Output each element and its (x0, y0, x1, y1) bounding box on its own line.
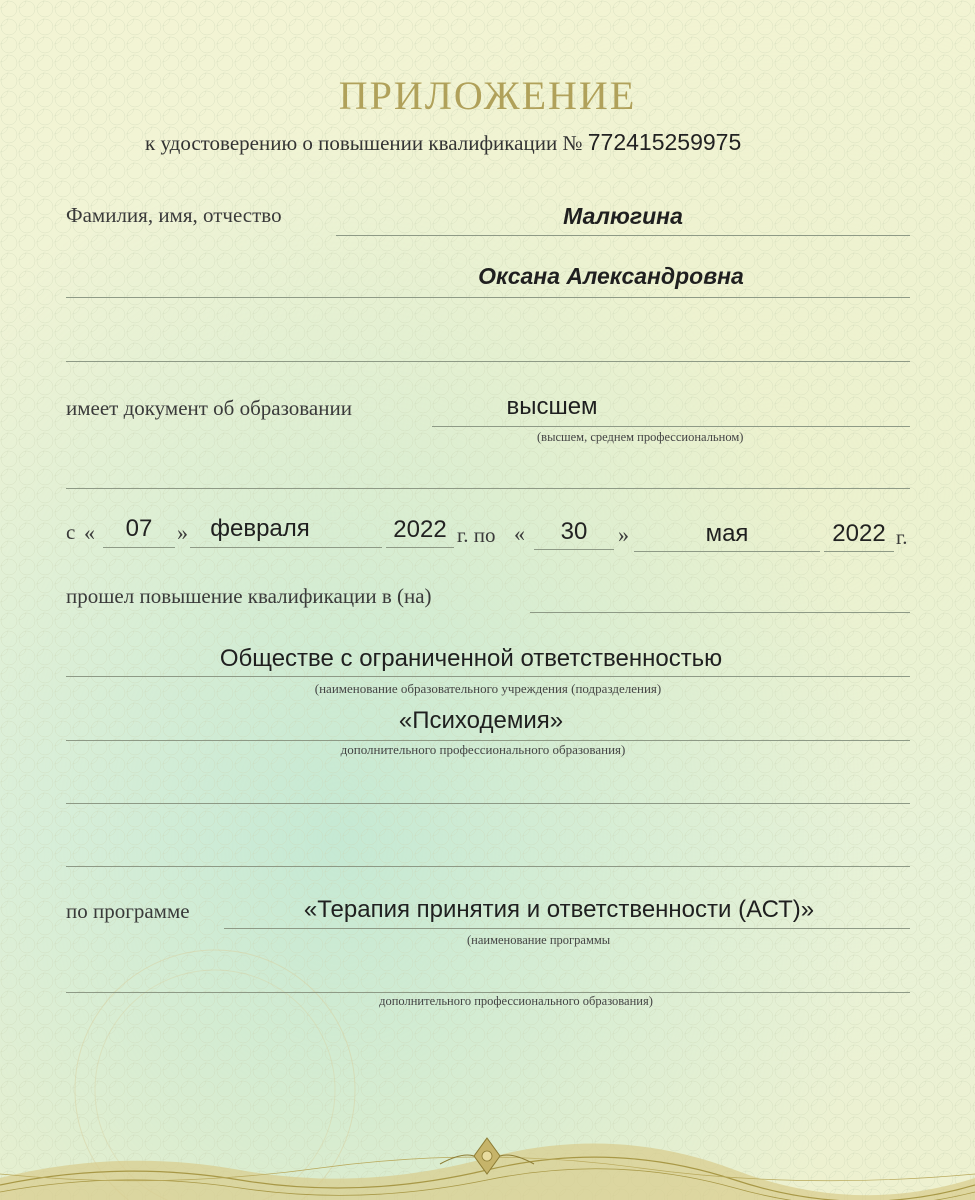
education-line (432, 426, 910, 427)
program-hint-1: (наименование программы (467, 933, 611, 947)
start-day-open-quote: « (84, 520, 95, 545)
start-year-value: 2022 (393, 516, 447, 543)
surname-value: Малюгина (563, 203, 683, 229)
education-value: высшем (506, 393, 598, 420)
ornamental-bottom-border (0, 1130, 975, 1200)
program-label: по программе (66, 899, 190, 923)
end-day-close-quote: » (618, 522, 629, 547)
institution-extra-line-1 (66, 803, 910, 804)
start-year-line (386, 547, 454, 548)
end-day-value: 30 (560, 518, 588, 545)
institution-hint-2: дополнительного профессионального образования) (340, 742, 626, 757)
given-names-line (66, 297, 910, 298)
end-year-line (824, 551, 894, 552)
program-extra-line (66, 992, 910, 993)
start-day-close-quote: » (177, 520, 188, 545)
start-day-line (103, 547, 175, 548)
education-label: имеет документ об образовании (66, 396, 352, 420)
institution-name-line1: Обществе с ограниченной ответственностью (219, 645, 723, 672)
institution-label-line (530, 612, 910, 613)
name-extra-line (66, 361, 910, 362)
institution-name-line2: «Психодемия» (398, 707, 564, 734)
end-day-open-quote: « (514, 521, 525, 546)
end-day-line (534, 549, 614, 550)
document-title: ПРИЛОЖЕНИЕ (338, 73, 637, 118)
institution-extra-line-2 (66, 866, 910, 867)
institution-label: прошел повышение квалификации в (на) (66, 584, 432, 608)
certificate-number: 772415259975 (587, 129, 742, 155)
institution-hint-1: (наименование образовательного учреждения (подразделения) (314, 681, 662, 696)
institution-line-1 (66, 676, 910, 677)
education-hint: (высшем, среднем профессиональном) (537, 430, 744, 444)
document-subtitle (145, 129, 741, 156)
subtitle-text: к удостоверению о повышении квалификации № (145, 131, 583, 155)
start-month-line (190, 547, 382, 548)
full-name-label: Фамилия, имя, отчество (66, 203, 282, 227)
end-month-line (634, 551, 820, 552)
end-month-value: мая (705, 520, 749, 547)
period-middle-text: г. по (457, 523, 496, 547)
program-hint-2: дополнительного профессионального образования) (379, 994, 653, 1008)
education-extra-line (66, 488, 910, 489)
period-prefix: с (66, 520, 76, 544)
period-end-suffix: г. (896, 525, 908, 549)
program-line (224, 928, 910, 929)
given-names-value: Оксана Александровна (478, 263, 744, 289)
start-day-value: 07 (125, 515, 153, 542)
start-month-value: февраля (210, 515, 310, 542)
institution-line-2 (66, 740, 910, 741)
program-value: «Терапия принятия и ответственности (АСТ)» (303, 896, 815, 923)
surname-line (336, 235, 910, 236)
end-year-value: 2022 (832, 520, 886, 547)
